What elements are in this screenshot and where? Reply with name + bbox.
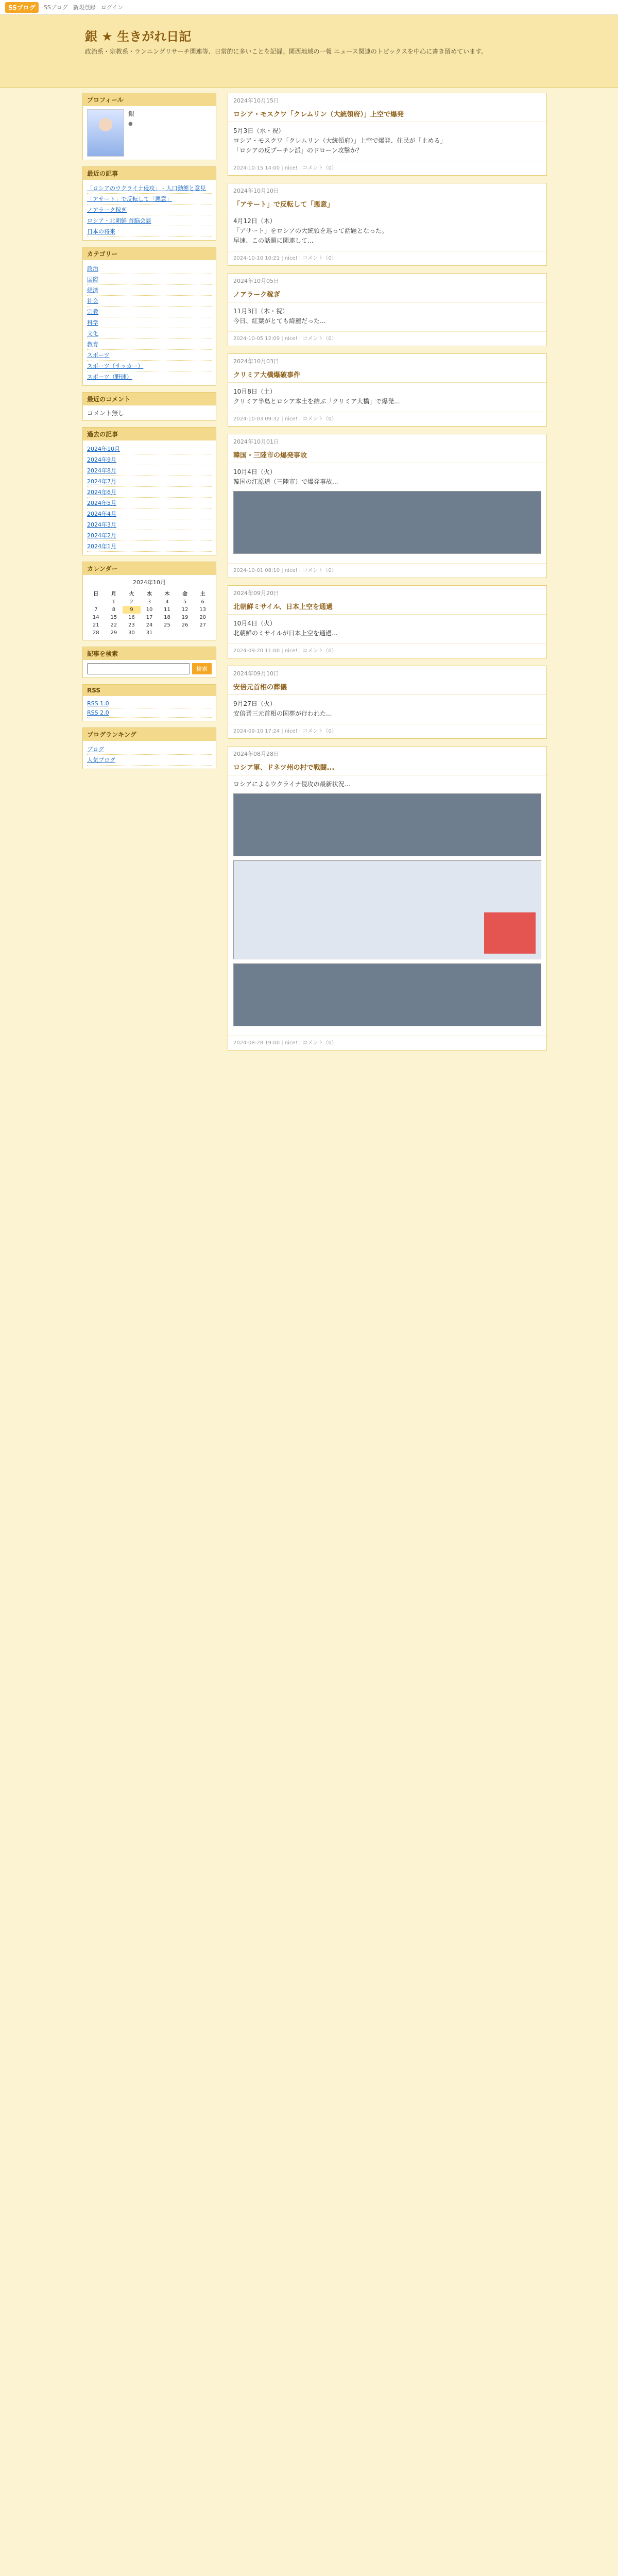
archives-heading: 過去の記事 <box>83 428 216 440</box>
post-date: 2024年10月03日 <box>233 358 279 365</box>
top-link-2[interactable]: ログイン <box>100 4 124 11</box>
recent-posts-box <box>82 166 216 241</box>
categories-heading: カテゴリー <box>83 247 216 260</box>
category-item[interactable]: 経済 <box>87 287 98 294</box>
blog-title[interactable]: 銀 ★ 生きがれ日記 <box>85 29 192 44</box>
post-image <box>233 963 541 1026</box>
category-item[interactable]: 政治 <box>87 265 98 272</box>
comments-empty: コメント無し <box>87 410 125 417</box>
post-meta: 2024-10-03 09:32 | nice! | コメント（0） <box>228 412 546 426</box>
post-body: 10月4日（火） 韓国の江原道（三陸市）で爆発事故... <box>233 468 338 485</box>
post <box>228 273 547 346</box>
post <box>228 585 547 658</box>
post-title[interactable]: 安倍元首相の葬儀 <box>228 679 546 695</box>
main-content <box>221 88 552 1063</box>
calendar-table: 日 月 火 水 木 金 土 1 2 3 4 5 6 7 8 9 10 11 12 13 14 15 16 17 18 19 20 21 22 23 24 25 26 27 28 29 30 31 <box>92 591 207 636</box>
archive-item[interactable]: 2024年9月 <box>87 456 116 463</box>
archive-item[interactable]: 2024年1月 <box>87 543 116 550</box>
rss-link[interactable]: RSS 2.0 <box>87 709 109 716</box>
calendar-heading: カレンダー <box>83 562 216 575</box>
rss-box <box>82 684 216 721</box>
recent-heading: 最近の記事 <box>83 167 216 180</box>
archive-item[interactable]: 2024年6月 <box>87 489 116 496</box>
archive-item[interactable]: 2024年5月 <box>87 500 116 506</box>
post-body: 10月8日（土） クリミア半島とロシア本土を結ぶ「クリミア大橋」で爆発... <box>233 388 400 405</box>
post-image <box>233 793 541 856</box>
post-date: 2024年09月10日 <box>233 670 279 677</box>
recent-item: 「アサート」で反転して「悪意」 <box>87 194 212 205</box>
rss-link[interactable]: RSS 1.0 <box>87 700 109 707</box>
rss-heading: RSS <box>83 685 216 696</box>
top-link-0[interactable]: SSブログ <box>43 4 68 11</box>
post-meta: 2024-10-05 12:09 | nice! | コメント（0） <box>228 331 546 346</box>
search-input[interactable] <box>87 663 190 674</box>
blog-description: 政治系・宗教系・ランニングリサーチ関連等、日常的に多いことを記録。関西地域の一報 ニュース関連のトピックスを中心に書き留めています。 <box>85 48 488 55</box>
post-title[interactable]: 北朝鮮ミサイル、日本上空を通過 <box>228 598 546 615</box>
post <box>228 746 547 1050</box>
post-date: 2024年10月01日 <box>233 438 279 445</box>
top-link-1[interactable]: 新規登録 <box>73 4 96 11</box>
post <box>228 353 547 427</box>
post-body: 11月3日（木・祝） 今日、紅葉がとても綺麗だった... <box>233 308 326 325</box>
post-date: 2024年10月05日 <box>233 278 279 284</box>
post <box>228 93 547 176</box>
category-item[interactable]: 科学 <box>87 319 98 326</box>
post-meta: 2024-09-10 17:24 | nice! | コメント（0） <box>228 724 546 738</box>
post-body: 5月3日（水・祝） ロシア・モスクワ「クレムリン（大統領府）」上空で爆発、住民が「止める」 「ロシアの反プーチン派」のドローン攻撃か？ <box>233 127 447 154</box>
calendar-month: 2024年10月 <box>133 579 166 586</box>
post-meta: 2024-10-15 14:00 | nice! | コメント（0） <box>228 161 546 175</box>
category-item[interactable]: 社会 <box>87 298 98 304</box>
recent-item: 「ロシアのウクライナ侵攻」 - 人口動態と意見 <box>87 183 212 194</box>
category-list <box>87 263 212 382</box>
post-body: 9月27日（火） 安倍晋三元首相の国葬が行われた... <box>233 700 332 717</box>
categories-box <box>82 247 216 386</box>
post-meta: 2024-10-10 10:21 | nice! | コメント（0） <box>228 251 546 265</box>
ranking-link[interactable]: ブログ <box>87 746 104 753</box>
post-title[interactable]: 韓国・三陸市の爆発事故 <box>228 447 546 463</box>
avatar <box>87 109 124 157</box>
category-item[interactable]: 文化 <box>87 330 98 337</box>
post <box>228 434 547 578</box>
post-body: 10月4日（火） 北朝鮮のミサイルが日本上空を通過... <box>233 620 338 637</box>
archive-item[interactable]: 2024年7月 <box>87 478 116 485</box>
post-date: 2024年08月28日 <box>233 751 279 757</box>
post-body: 4月12日（木） 「アサート」をロシアの大統領を巡って話題となった。 早速、この話題に関連して... <box>233 217 388 244</box>
post-date: 2024年10月10日 <box>233 188 279 194</box>
site-logo[interactable]: SSブログ <box>5 2 39 13</box>
archives-box <box>82 427 216 555</box>
post-title[interactable]: ロシア軍、ドネツ州の村で戦闘... <box>228 759 546 775</box>
post-meta: 2024-10-01 08:10 | nice! | コメント（0） <box>228 563 546 578</box>
category-item[interactable]: 宗教 <box>87 309 98 315</box>
comments-box <box>82 392 216 421</box>
post-date: 2024年09月20日 <box>233 590 279 597</box>
archive-item[interactable]: 2024年3月 <box>87 521 116 528</box>
post-title[interactable]: ノアラーク稼ぎ <box>228 286 546 302</box>
search-button[interactable]: 検索 <box>192 663 212 674</box>
ranking-box <box>82 727 216 769</box>
post-meta: 2024-08-28 19:00 | nice! | コメント（0） <box>228 1036 546 1050</box>
category-item[interactable]: スポーツ（野球） <box>87 374 132 380</box>
search-heading: 記事を検索 <box>83 647 216 660</box>
archive-item[interactable]: 2024年8月 <box>87 467 116 474</box>
recent-item: ノアラーク稼ぎ <box>87 205 212 215</box>
post <box>228 183 547 266</box>
profile-heading: プロフィール <box>83 93 216 106</box>
ranking-link[interactable]: 人気ブログ <box>87 757 115 764</box>
sidebar <box>77 88 221 1063</box>
profile-name: 銀 <box>128 110 135 117</box>
category-item[interactable]: スポーツ <box>87 352 110 359</box>
comments-heading: 最近のコメント <box>83 393 216 405</box>
post <box>228 666 547 739</box>
post-title[interactable]: クリミア大橋爆破事件 <box>228 366 546 383</box>
search-box <box>82 647 216 678</box>
post-meta: 2024-09-20 11:00 | nice! | コメント（0） <box>228 643 546 658</box>
category-item[interactable]: スポーツ（サッカー） <box>87 363 144 369</box>
post-title[interactable]: ロシア・モスクワ「クレムリン（大統領府）」上空で爆発 <box>228 106 546 122</box>
ranking-heading: ブログランキング <box>83 728 216 741</box>
post-body: ロシアによるウクライナ侵攻の最新状況... <box>233 781 351 788</box>
map-image <box>233 860 541 959</box>
blog-header <box>0 15 618 88</box>
category-item[interactable]: 教育 <box>87 341 98 348</box>
post-title[interactable]: 「アサート」で反転して「悪意」 <box>228 196 546 212</box>
archive-item[interactable]: 2024年2月 <box>87 532 116 539</box>
post-image <box>233 491 541 554</box>
archive-item[interactable]: 2024年10月 <box>87 446 120 452</box>
post-date: 2024年10月15日 <box>233 97 279 104</box>
category-item[interactable]: 国際 <box>87 276 98 283</box>
recent-item: ロシア・北朝鮮 首脳会談 <box>87 215 212 226</box>
recent-item: 日本の将来 <box>87 226 212 237</box>
profile-box: プロフィール 銀 ● <box>82 93 216 160</box>
archive-item[interactable]: 2024年4月 <box>87 511 116 517</box>
calendar-box <box>82 562 216 640</box>
top-bar <box>0 0 618 15</box>
